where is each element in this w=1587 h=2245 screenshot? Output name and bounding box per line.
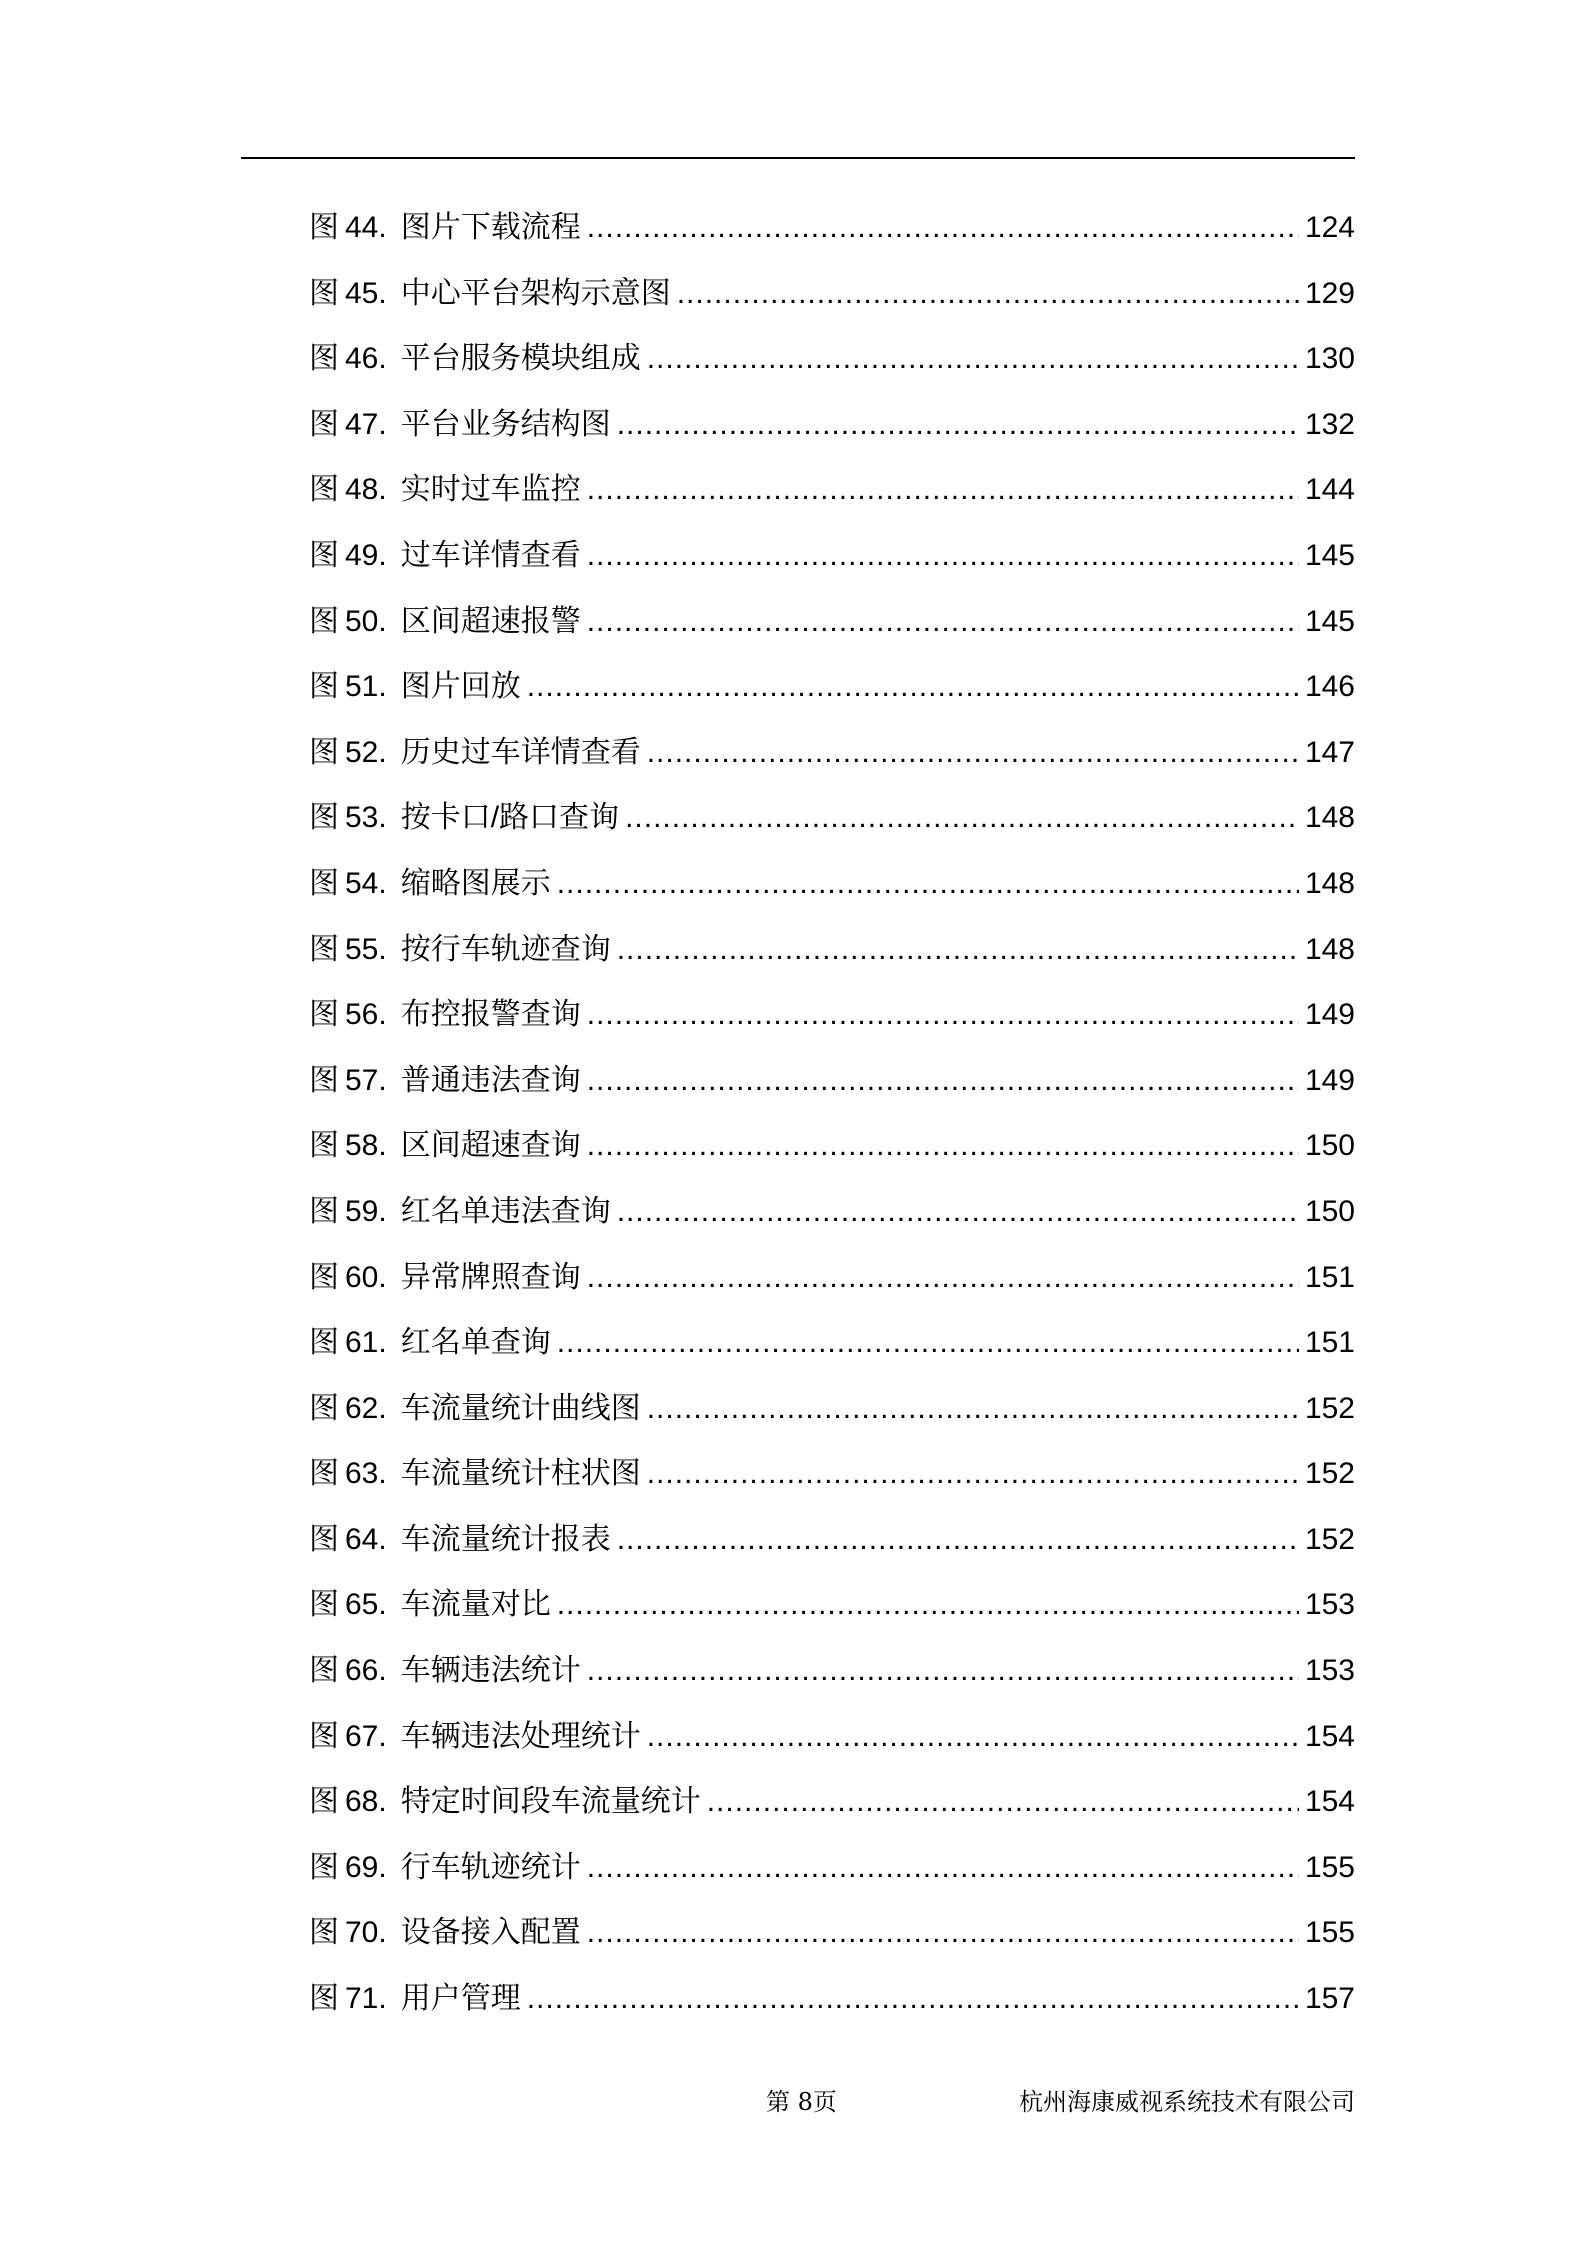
toc-entry-title: 缩略图展示 [400,866,551,900]
toc-entry[interactable] [309,1774,1355,1840]
toc-dot-leader [587,594,1299,649]
toc-entry-page-number: 144 [1304,473,1355,507]
toc-entry[interactable] [309,1643,1355,1709]
toc-entry-number: 71. [345,1982,387,2016]
toc-entry-page-number: 150 [1304,1129,1355,1163]
toc-entry-title: 过车详情查看 [400,538,581,572]
toc-entry-page-number: 146 [1304,670,1355,704]
toc-entry[interactable] [309,1577,1355,1643]
toc-entry-number: 47. [345,407,387,441]
toc-entry-title: 车辆违法处理统计 [400,1719,641,1753]
toc-entry-page-number: 152 [1304,1391,1355,1425]
toc-entry-prefix: 图 [309,276,339,310]
toc-entry-number: 56. [345,998,387,1032]
toc-entry[interactable] [309,1184,1355,1250]
toc-entry-prefix: 图 [309,604,339,638]
toc-dot-leader [587,200,1299,255]
toc-entry-number: 69. [345,1850,387,1884]
toc-entry[interactable] [309,856,1355,922]
toc-entry-number: 58. [345,1129,387,1163]
toc-dot-leader [617,1184,1299,1239]
toc-entry-title: 普通违法查询 [400,1063,581,1097]
toc-entry-prefix: 图 [309,932,339,966]
toc-entry-number: 59. [345,1194,387,1228]
toc-entry-number: 66. [345,1654,387,1688]
toc-entry-prefix: 图 [309,735,339,769]
toc-entry[interactable] [309,1118,1355,1184]
toc-entry-number: 62. [345,1391,387,1425]
toc-entry-page-number: 148 [1304,866,1355,900]
toc-entry-page-number: 124 [1304,211,1355,244]
toc-entry-prefix: 图 [309,1194,339,1228]
footer-page-number: 第 8页 [766,2088,837,2116]
toc-entry-page-number: 148 [1304,801,1355,835]
toc-dot-leader [647,725,1299,780]
toc-dot-leader [647,1446,1299,1501]
toc-entry[interactable] [309,1315,1355,1381]
toc-dot-leader [617,922,1299,977]
toc-entry-title: 车流量统计曲线图 [400,1391,641,1425]
toc-entry-prefix: 图 [309,670,339,704]
toc-entry-title: 用户管理 [400,1982,521,2016]
toc-entry[interactable] [309,331,1355,397]
toc-entry-title: 车流量对比 [400,1588,551,1622]
toc-entry-prefix: 图 [309,998,339,1032]
header-rule [241,157,1355,159]
toc-dot-leader [707,1774,1299,1829]
toc-entry-page-number: 149 [1304,1063,1355,1097]
toc-entry-prefix: 图 [309,1522,339,1556]
toc-entry-title: 行车轨迹统计 [400,1850,581,1884]
toc-entry-number: 48. [345,473,387,507]
toc-entry-page-number: 152 [1304,1457,1355,1491]
toc-entry[interactable] [309,1381,1355,1447]
toc-dot-leader [587,462,1299,517]
toc-entry-page-number: 147 [1304,735,1355,769]
toc-entry-prefix: 图 [309,1785,339,1819]
toc-entry-prefix: 图 [309,473,339,507]
toc-entry-number: 45. [345,276,387,310]
toc-entry-title: 车流量统计柱状图 [400,1457,641,1491]
toc-entry-prefix: 图 [309,1391,339,1425]
page-footer [241,2082,1355,2122]
toc-entry-page-number: 152 [1304,1522,1355,1556]
toc-entry-title: 按行车轨迹查询 [400,932,611,966]
toc-entry-title: 按卡口/路口查询 [400,801,620,835]
toc-entry-title: 车流量统计报表 [400,1522,611,1556]
toc-dot-leader [677,266,1299,321]
toc-dot-leader [617,1512,1299,1567]
toc-dot-leader [587,1905,1299,1960]
toc-entry-title: 设备接入配置 [400,1916,581,1950]
toc-entry-prefix: 图 [309,801,339,835]
toc-entry[interactable] [309,1250,1355,1316]
toc-entry-prefix: 图 [309,1063,339,1097]
toc-entry-prefix: 图 [309,1588,339,1622]
toc-entry-title: 区间超速报警 [400,604,581,638]
toc-dot-leader [557,856,1299,911]
toc-entry-page-number: 151 [1304,1326,1355,1360]
toc-entry-number: 49. [345,538,387,572]
toc-entry-page-number: 149 [1304,998,1355,1032]
toc-entry-number: 55. [345,932,387,966]
toc-entry[interactable] [309,397,1355,463]
toc-entry[interactable] [309,1905,1355,1971]
toc-entry-page-number: 150 [1304,1194,1355,1228]
toc-dot-leader [625,790,1299,845]
toc-dot-leader [617,397,1299,452]
toc-entry-number: 65. [345,1588,387,1622]
toc-entry-page-number: 148 [1304,932,1355,966]
toc-dot-leader [587,528,1299,583]
toc-entry-page-number: 132 [1304,407,1355,441]
toc-entry[interactable] [309,725,1355,791]
toc-entry-title: 特定时间段车流量统计 [400,1785,701,1819]
toc-entry-prefix: 图 [309,1260,339,1294]
toc-entry-page-number: 157 [1304,1982,1355,2016]
toc-entry-prefix: 图 [309,1719,339,1753]
toc-entry[interactable] [309,922,1355,988]
toc-entry[interactable] [309,1709,1355,1775]
toc-entry-title: 图片下载流程 [400,211,581,244]
toc-dot-leader [647,1709,1299,1764]
toc-entry-title: 平台业务结构图 [400,407,611,441]
toc-entry-number: 68. [345,1785,387,1819]
toc-entry-number: 50. [345,604,387,638]
toc-entry-number: 57. [345,1063,387,1097]
toc-entry-number: 52. [345,735,387,769]
toc-entry-page-number: 130 [1304,342,1355,376]
toc-entry-number: 60. [345,1260,387,1294]
toc-entry-page-number: 153 [1304,1654,1355,1688]
toc-entry[interactable] [309,1971,1355,2037]
toc-entry-prefix: 图 [309,211,339,244]
toc-entry-number: 64. [345,1522,387,1556]
toc-entry[interactable] [309,1446,1355,1512]
toc-entry-number: 61. [345,1326,387,1360]
toc-entry-prefix: 图 [309,1654,339,1688]
toc-entry-page-number: 154 [1304,1785,1355,1819]
toc-entry-prefix: 图 [309,342,339,376]
toc-entry-prefix: 图 [309,1982,339,2016]
toc-entry-prefix: 图 [309,1326,339,1360]
toc-entry-prefix: 图 [309,1916,339,1950]
toc-entry-page-number: 145 [1304,538,1355,572]
toc-entry[interactable] [309,1053,1355,1119]
toc-entry-number: 70. [345,1916,387,1950]
toc-entry-title: 平台服务模块组成 [400,342,641,376]
toc-entry-title: 图片回放 [400,670,521,704]
toc-entry-title: 区间超速查询 [400,1129,581,1163]
toc-entry[interactable] [309,462,1355,528]
toc-entry-number: 46. [345,342,387,376]
toc-entry-title: 红名单违法查询 [400,1194,611,1228]
toc-entry[interactable] [309,790,1355,856]
toc-entry-number: 54. [345,866,387,900]
toc-entry-number: 67. [345,1719,387,1753]
toc-entry-number: 51. [345,670,387,704]
toc-entry-title: 历史过车详情查看 [400,735,641,769]
toc-entry-number: 53. [345,801,387,835]
toc-dot-leader [647,1381,1299,1436]
toc-entry-number: 44. [345,211,387,244]
toc-dot-leader [587,1840,1299,1895]
toc-dot-leader [557,1315,1299,1370]
toc-dot-leader [527,659,1299,714]
toc-entry[interactable] [309,659,1355,725]
toc-entry-prefix: 图 [309,1457,339,1491]
toc-dot-leader [587,1643,1299,1698]
toc-entry-title: 实时过车监控 [400,473,581,507]
toc-entry-title: 异常牌照查询 [400,1260,581,1294]
toc-dot-leader [527,1971,1299,2026]
toc-entry-number: 63. [345,1457,387,1491]
toc-entry-page-number: 153 [1304,1588,1355,1622]
toc-entry-title: 车辆违法统计 [400,1654,581,1688]
toc-entry[interactable] [309,528,1355,594]
toc-entry-prefix: 图 [309,1850,339,1884]
toc-entry[interactable] [309,594,1355,660]
toc-entry[interactable] [309,987,1355,1053]
toc-entry-page-number: 155 [1304,1916,1355,1950]
toc-entry-title: 红名单查询 [400,1326,551,1360]
toc-entry-page-number: 154 [1304,1719,1355,1753]
toc-entry-page-number: 155 [1304,1850,1355,1884]
toc-entry-page-number: 145 [1304,604,1355,638]
footer-company-name: 杭州海康威视系统技术有限公司 [1019,2088,1355,2116]
toc-entry[interactable] [309,1840,1355,1906]
toc-entry[interactable] [309,1512,1355,1578]
toc-entry-prefix: 图 [309,866,339,900]
toc-dot-leader [587,1250,1299,1305]
toc-entry-prefix: 图 [309,407,339,441]
toc-entry[interactable] [309,266,1355,332]
toc-entry-prefix: 图 [309,538,339,572]
toc-entry-title: 布控报警查询 [400,998,581,1032]
toc-dot-leader [557,1577,1299,1632]
figure-list-of-contents [309,200,1355,2037]
toc-entry-prefix: 图 [309,1129,339,1163]
toc-dot-leader [587,1053,1299,1108]
toc-entry[interactable] [309,200,1355,266]
toc-entry-title: 中心平台架构示意图 [400,276,671,310]
toc-dot-leader [587,987,1299,1042]
toc-entry-page-number: 129 [1304,276,1355,310]
toc-dot-leader [587,1118,1299,1173]
toc-entry-page-number: 151 [1304,1260,1355,1294]
toc-dot-leader [647,331,1299,386]
